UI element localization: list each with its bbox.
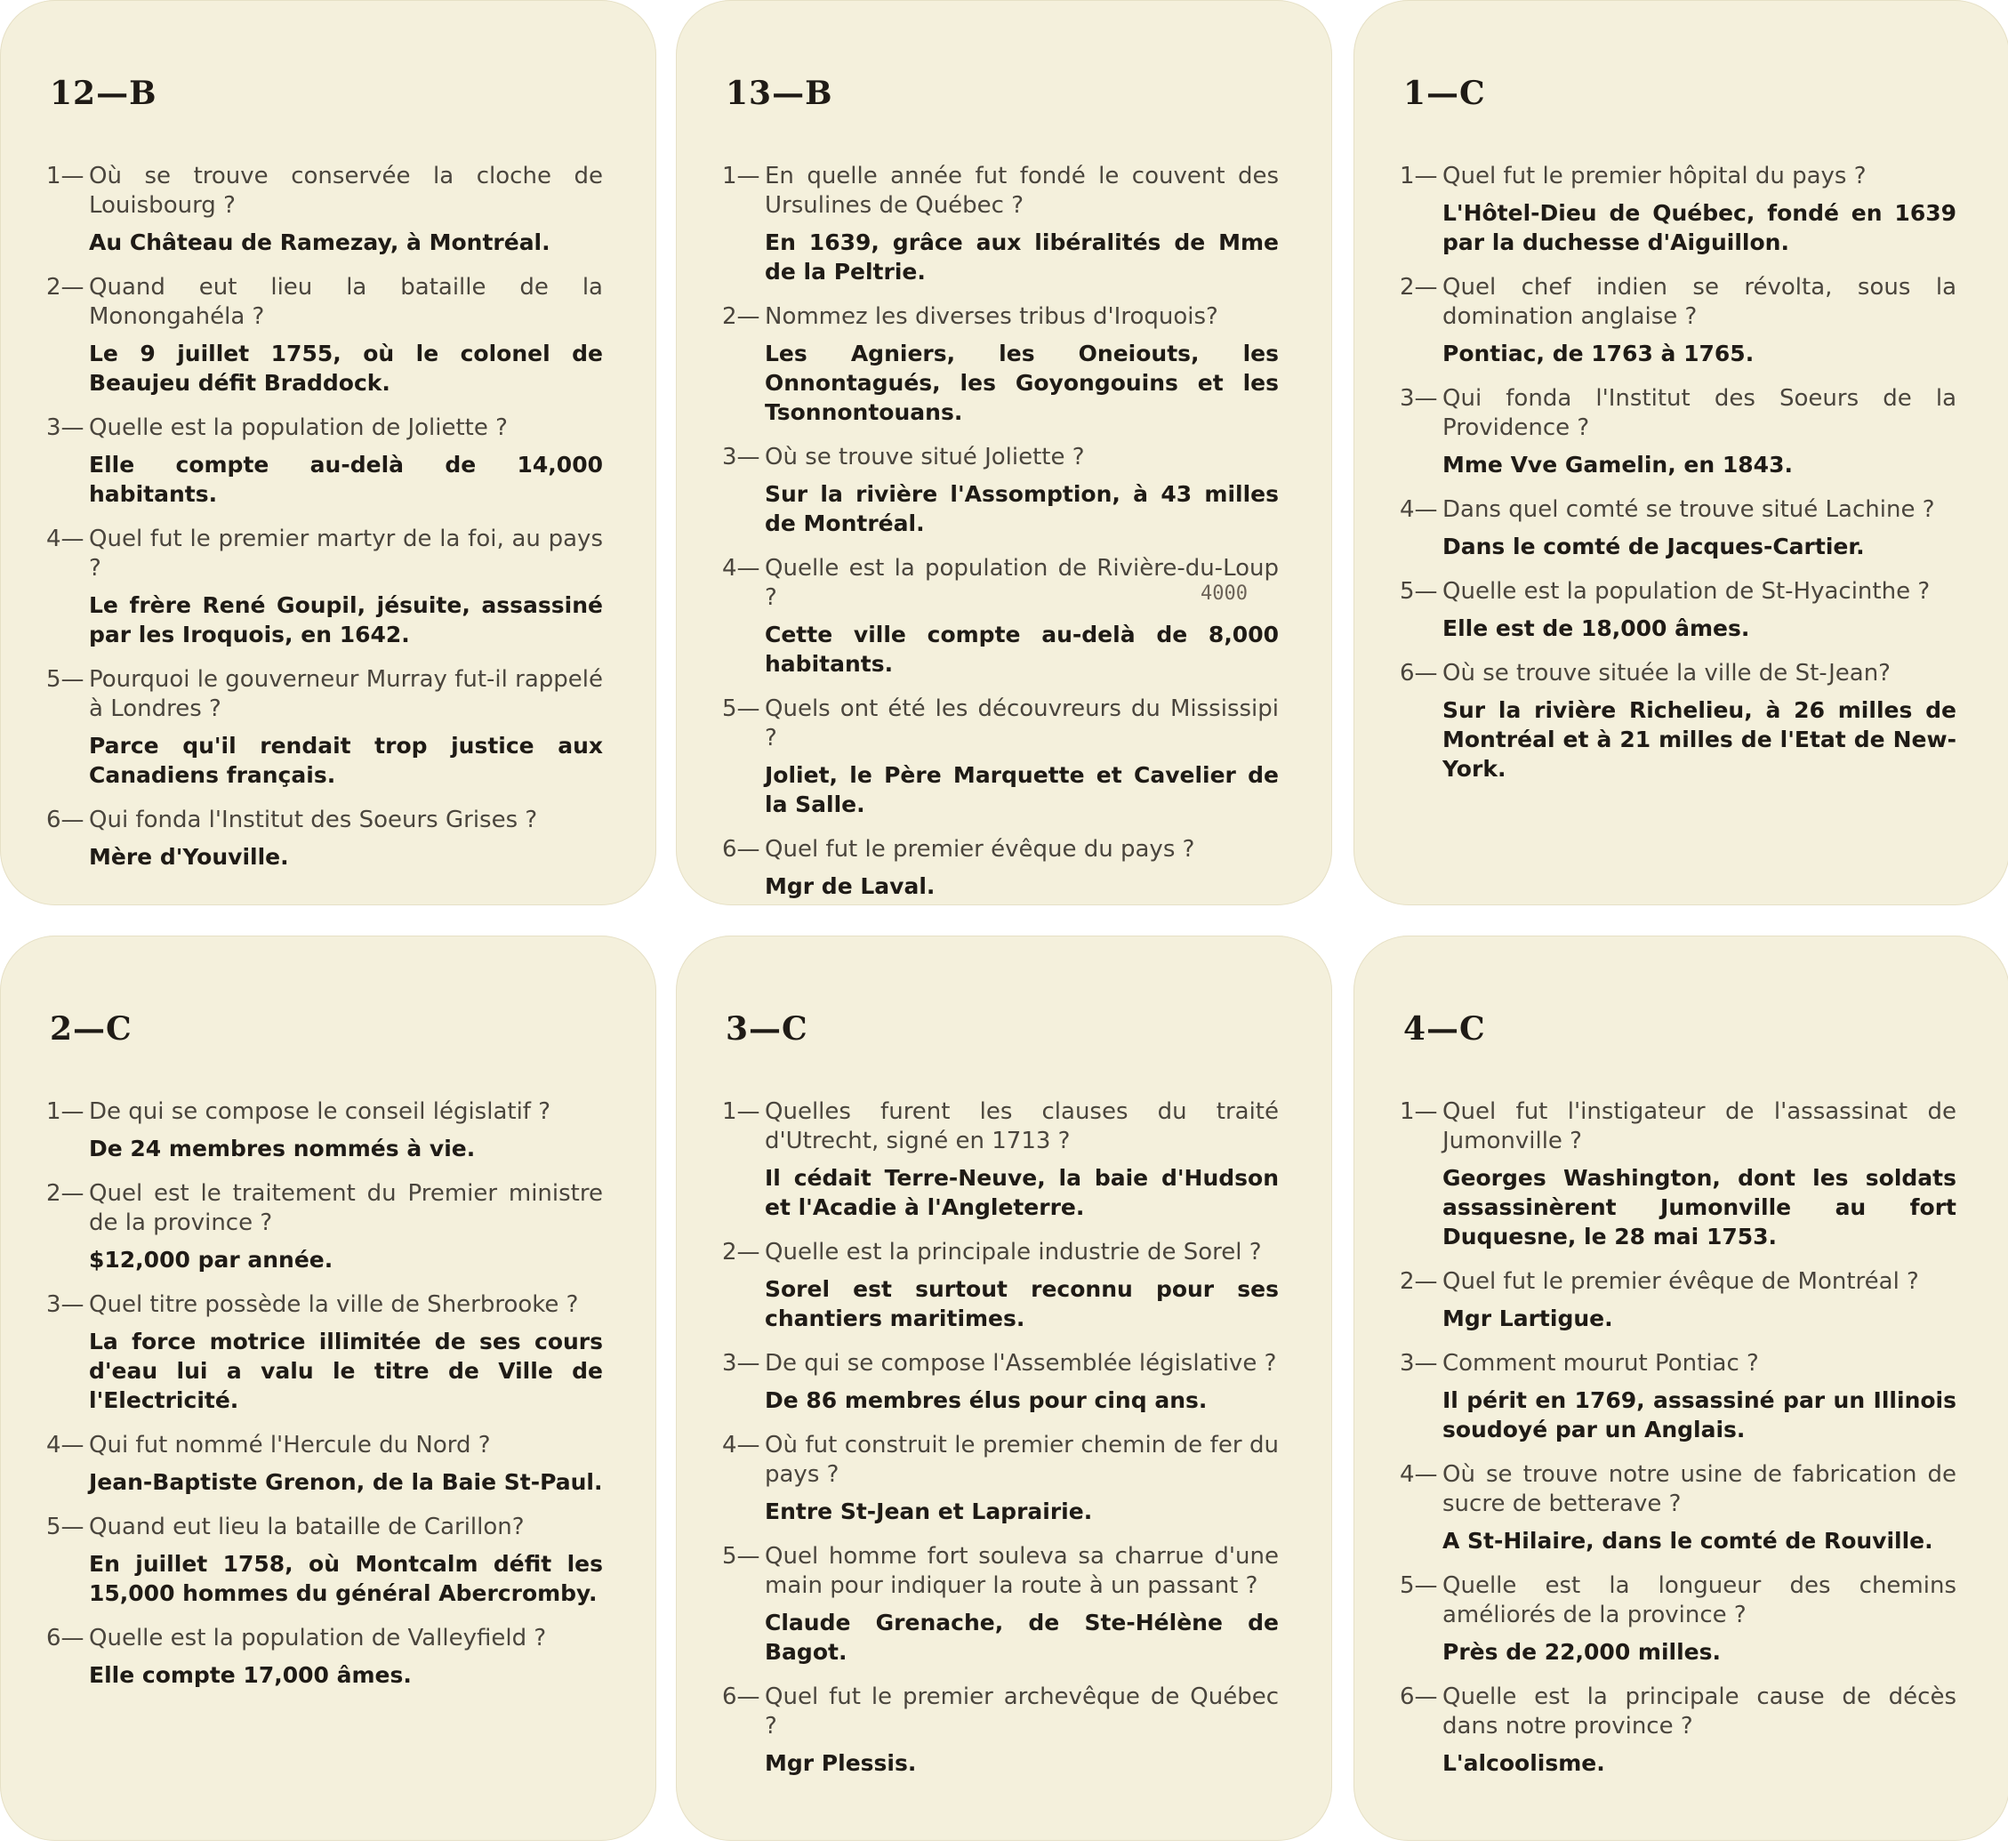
question [46, 1097, 603, 1127]
question-answer-item [46, 1179, 603, 1274]
question-number: 3— [722, 444, 760, 470]
question [1400, 495, 1956, 525]
question-number: 4— [722, 1432, 760, 1458]
question [722, 835, 1279, 864]
question [722, 1431, 1279, 1490]
answer-text: Joliet, le Père Marquette et Cavelier de la Salle. [765, 762, 1279, 817]
question-number: 4— [1400, 1461, 1438, 1488]
question-answer-item [46, 414, 603, 509]
answer-text: Il cédait Terre-Neuve, la baie d'Hudson et l'Acadie à l'Angleterre. [765, 1165, 1279, 1220]
answer-text: Georges Washington, dont les soldats assassinèrent Jumonville au fort Duquesne, le 28 mai 1753. [1442, 1165, 1956, 1249]
question-answer-item [1400, 495, 1956, 561]
question [722, 1683, 1279, 1741]
question-answer-item [722, 695, 1279, 819]
answer-text: Mgr Lartigue. [1442, 1306, 1613, 1331]
question-number: 4— [46, 1432, 84, 1458]
question-text: Pourquoi le gouverneur Murray fut-il rappelé à Londres ? [89, 666, 603, 722]
question [46, 1179, 603, 1238]
card-title: 12—B [50, 75, 157, 112]
question-number: 5— [46, 666, 84, 693]
card-title: 2—C [50, 1010, 133, 1048]
question [722, 1542, 1279, 1601]
answer-text: Claude Grenache, de Ste-Hélène de Bagot. [765, 1610, 1279, 1665]
question-number: 1— [722, 163, 760, 189]
question-text: Quels ont été les découvreurs du Mississipi ? [765, 695, 1279, 751]
question-text: Quel fut le premier hôpital du pays ? [1442, 163, 1867, 189]
question-answer-item [1400, 1683, 1956, 1778]
question [1400, 1097, 1956, 1156]
question [46, 1431, 603, 1460]
question-text: Quelle est la population de St-Hyacinthe ? [1442, 578, 1931, 605]
answer-text: Sur la rivière Richelieu, à 26 milles de Montréal et à 21 milles de l'Etat de New-York. [1442, 697, 1956, 782]
question-number: 3— [1400, 385, 1438, 412]
question-number: 1— [46, 163, 84, 189]
question-text: De qui se compose le conseil législatif ? [89, 1098, 551, 1125]
question [722, 443, 1279, 472]
question-text: Quand eut lieu la bataille de Carillon? [89, 1514, 525, 1540]
question-number: 1— [1400, 163, 1438, 189]
answer-text: $12,000 par année. [89, 1247, 333, 1273]
answer-text: Pontiac, de 1763 à 1765. [1442, 341, 1755, 366]
answer-text: Il périt en 1769, assassiné par un Illinois soudoyé par un Anglais. [1442, 1387, 1956, 1442]
question-text: De qui se compose l'Assemblée législative ? [765, 1350, 1277, 1377]
question [722, 695, 1279, 753]
question-answer-item [46, 1624, 603, 1690]
card-title: 1—C [1403, 75, 1486, 112]
answer-text: Le frère René Goupil, jésuite, assassiné par les Iroquois, en 1642. [89, 592, 603, 647]
question-number: 5— [722, 695, 760, 722]
question-number: 3— [46, 414, 84, 441]
question [46, 1513, 603, 1542]
question-text: Quel fut le premier évêque de Montréal ? [1442, 1268, 1919, 1295]
question-number: 1— [46, 1098, 84, 1125]
question-answer-item [1400, 577, 1956, 643]
answer-text: Les Agniers, les Oneiouts, les Onnontagués, les Goyongouins et les Tsonnontouans. [765, 341, 1279, 425]
question-text: Quel chef indien se révolta, sous la domination anglaise ? [1442, 274, 1956, 330]
question-answer-item [722, 1431, 1279, 1526]
question [46, 162, 603, 221]
question-answer-item [722, 1238, 1279, 1333]
answer-text: De 86 membres élus pour cinq ans. [765, 1387, 1208, 1413]
answer-text: Elle compte au-delà de 14,000 habitants. [89, 452, 603, 507]
question-number: 2— [46, 274, 84, 301]
question-number: 2— [722, 303, 760, 330]
question-answer-item [46, 525, 603, 649]
question-number: 5— [46, 1514, 84, 1540]
question-answer-item [722, 162, 1279, 286]
card-title: 3—C [726, 1010, 808, 1048]
question-number: 6— [46, 807, 84, 833]
question-answer-item [722, 1349, 1279, 1415]
question-text: Dans quel comté se trouve situé Lachine ? [1442, 496, 1935, 523]
question-answer-item [1400, 384, 1956, 479]
answer-text: En 1639, grâce aux libéralités de Mme de la Peltrie. [765, 229, 1279, 285]
answer-text: L'alcoolisme. [1442, 1750, 1605, 1776]
quiz-card [676, 936, 1332, 1841]
question-number: 5— [722, 1543, 760, 1570]
question-answer-item [46, 1513, 603, 1608]
question-text: Quel fut le premier évêque du pays ? [765, 836, 1195, 863]
question-answer-item [46, 273, 603, 398]
question-number: 6— [46, 1625, 84, 1651]
quiz-card [1353, 0, 2008, 905]
question-number: 2— [46, 1180, 84, 1207]
question-answer-item [722, 1097, 1279, 1222]
answer-text: Elle est de 18,000 âmes. [1442, 615, 1750, 641]
question-text: Quelle est la longueur des chemins améliorés de la province ? [1442, 1572, 1956, 1628]
question-answer-item [46, 1290, 603, 1415]
answer-text: Sur la rivière l'Assomption, à 43 milles de Montréal. [765, 481, 1279, 536]
answer-text: Au Château de Ramezay, à Montréal. [89, 229, 550, 255]
answer-text: Parce qu'il rendait trop justice aux Canadiens français. [89, 733, 603, 788]
question-text: Qui fonda l'Institut des Soeurs Grises ? [89, 807, 538, 833]
card-title: 13—B [726, 75, 833, 112]
question-text: En quelle année fut fondé le couvent des Ursulines de Québec ? [765, 163, 1279, 219]
question-number: 4— [1400, 496, 1438, 523]
question-text: Quand eut lieu la bataille de la Monongahéla ? [89, 274, 603, 330]
question-answer-item [1400, 1349, 1956, 1444]
question-text: Quelle est la principale industrie de Sorel ? [765, 1239, 1262, 1265]
question-text: Quel fut le premier martyr de la foi, au pays ? [89, 526, 603, 582]
question-number: 5— [1400, 578, 1438, 605]
question-number: 6— [1400, 660, 1438, 687]
question [1400, 1349, 1956, 1378]
question-answer-item [722, 1683, 1279, 1778]
question-number: 3— [722, 1350, 760, 1377]
question-answer-item [1400, 1097, 1956, 1251]
question [46, 1290, 603, 1320]
answer-text: Dans le comté de Jacques-Cartier. [1442, 534, 1865, 559]
question-answer-item [46, 665, 603, 790]
handwritten-note: 4000 [1201, 583, 1248, 605]
question [46, 1624, 603, 1653]
question-answer-item [1400, 162, 1956, 257]
answer-text: A St-Hilaire, dans le comté de Rouville. [1442, 1528, 1933, 1554]
answer-text: Près de 22,000 milles. [1442, 1639, 1722, 1665]
answer-text: Mgr Plessis. [765, 1750, 917, 1776]
quiz-card [0, 0, 656, 905]
question-number: 6— [722, 1683, 760, 1710]
card-title: 4—C [1403, 1010, 1486, 1048]
answer-text: En juillet 1758, où Montcalm défit les 15,000 hommes du général Abercromby. [89, 1551, 603, 1606]
question-number: 2— [722, 1239, 760, 1265]
answer-text: De 24 membres nommés à vie. [89, 1136, 476, 1161]
question [722, 302, 1279, 332]
question [722, 1238, 1279, 1267]
question [1400, 659, 1956, 688]
answer-text: Entre St-Jean et Laprairie. [765, 1498, 1093, 1524]
question [46, 273, 603, 332]
question [1400, 577, 1956, 607]
answer-text: Jean-Baptiste Grenon, de la Baie St-Paul. [89, 1469, 603, 1495]
question-answer-item [46, 806, 603, 872]
question-number: 3— [1400, 1350, 1438, 1377]
question-text: Quel fut le premier archevêque de Québec ? [765, 1683, 1279, 1740]
question [722, 554, 1279, 613]
question-answer-item [722, 302, 1279, 427]
question-text: Quelle est la population de Valleyfield ? [89, 1625, 547, 1651]
question-text: Quel fut l'instigateur de l'assassinat de Jumonville ? [1442, 1098, 1956, 1154]
question-answer-item [722, 554, 1279, 679]
question-answer-item [46, 1097, 603, 1163]
question-answer-item [1400, 273, 1956, 368]
question [1400, 1683, 1956, 1741]
question-number: 4— [722, 555, 760, 582]
question [46, 525, 603, 583]
question-answer-item [722, 1542, 1279, 1667]
question-text: Où se trouve située la ville de St-Jean? [1442, 660, 1891, 687]
question-answer-item [722, 835, 1279, 901]
answer-text: La force motrice illimitée de ses cours d'eau lui a valu le titre de Ville de l'Electricité. [89, 1329, 603, 1413]
question-answer-item [722, 443, 1279, 538]
question-text: Comment mourut Pontiac ? [1442, 1350, 1759, 1377]
question-number: 1— [1400, 1098, 1438, 1125]
question [722, 1097, 1279, 1156]
question-text: Qui fonda l'Institut des Soeurs de la Providence ? [1442, 385, 1956, 441]
question-text: Quelle est la population de Rivière-du-Loup ? [765, 555, 1279, 611]
question-text: Où fut construit le premier chemin de fer du pays ? [765, 1432, 1279, 1488]
question [722, 1349, 1279, 1378]
quiz-card [676, 0, 1332, 905]
question-number: 5— [1400, 1572, 1438, 1599]
answer-text: Mère d'Youville. [89, 844, 289, 870]
question [722, 162, 1279, 221]
question-text: Où se trouve conservée la cloche de Louisbourg ? [89, 163, 603, 219]
question-answer-item [46, 162, 603, 257]
answer-text: Sorel est surtout reconnu pour ses chantiers maritimes. [765, 1276, 1279, 1331]
question [1400, 384, 1956, 443]
question-answer-item [1400, 659, 1956, 783]
question-text: Quelle est la principale cause de décès dans notre province ? [1442, 1683, 1956, 1740]
question [1400, 1460, 1956, 1519]
question-number: 2— [1400, 274, 1438, 301]
question [46, 665, 603, 724]
question [46, 806, 603, 835]
question-number: 2— [1400, 1268, 1438, 1295]
question-number: 3— [46, 1291, 84, 1318]
question [1400, 273, 1956, 332]
question-text: Quelles furent les clauses du traité d'Utrecht, signé en 1713 ? [765, 1098, 1279, 1154]
question-number: 1— [722, 1098, 760, 1125]
question-text: Où se trouve situé Joliette ? [765, 444, 1085, 470]
question-answer-item [1400, 1267, 1956, 1333]
question-text: Quel titre possède la ville de Sherbrooke ? [89, 1291, 579, 1318]
question [1400, 1571, 1956, 1630]
question-answer-item [1400, 1460, 1956, 1555]
question [1400, 1267, 1956, 1297]
quiz-card [0, 936, 656, 1841]
answer-text: Le 9 juillet 1755, où le colonel de Beaujeu défit Braddock. [89, 341, 603, 396]
answer-text: Elle compte 17,000 âmes. [89, 1662, 412, 1688]
quiz-card [1353, 936, 2008, 1841]
question-text: Nommez les diverses tribus d'Iroquois? [765, 303, 1218, 330]
answer-text: Mme Vve Gamelin, en 1843. [1442, 452, 1793, 478]
answer-text: Mgr de Laval. [765, 873, 936, 899]
question-text: Quel est le traitement du Premier ministre de la province ? [89, 1180, 603, 1236]
question [46, 414, 603, 443]
question-number: 6— [1400, 1683, 1438, 1710]
answer-text: Cette ville compte au-delà de 8,000 habitants. [765, 622, 1279, 677]
question-answer-item [46, 1431, 603, 1497]
question-text: Quelle est la population de Joliette ? [89, 414, 508, 441]
question [1400, 162, 1956, 191]
question-text: Où se trouve notre usine de fabrication de sucre de betterave ? [1442, 1461, 1956, 1517]
question-answer-item [1400, 1571, 1956, 1667]
question-text: Qui fut nommé l'Hercule du Nord ? [89, 1432, 491, 1458]
question-text: Quel homme fort souleva sa charrue d'une main pour indiquer la route à un passant ? [765, 1543, 1279, 1599]
question-number: 6— [722, 836, 760, 863]
question-number: 4— [46, 526, 84, 552]
answer-text: L'Hôtel-Dieu de Québec, fondé en 1639 par la duchesse d'Aiguillon. [1442, 200, 1956, 255]
